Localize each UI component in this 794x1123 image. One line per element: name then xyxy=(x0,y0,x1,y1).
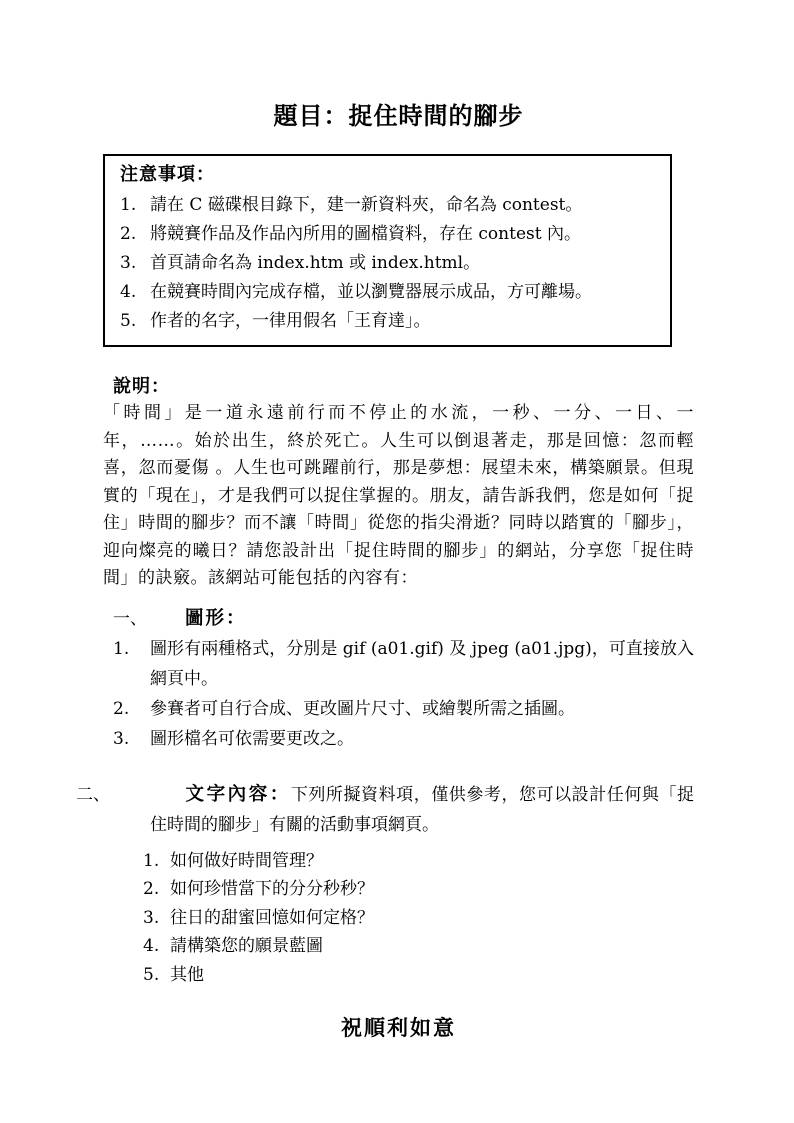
page-title: 題目：捉住時間的腳步 xyxy=(273,101,524,130)
item-number: 5. xyxy=(120,311,137,331)
item-text: 請在 C 磁碟根目錄下，建一新資料夾，命名為 contest。 xyxy=(150,195,583,215)
description-body: 「時間」是一道永遠前行而不停止的水流，一秒、一分、一日、一年，……。始於出生，終於死亡。人生可以倒退著走，那是回憶：忽而輕喜，忽而憂傷 。人生也可跳躍前行，那是夢想：展望未來，構築願景。但現實的「現在」，才是我們可以捉住掌握的。朋友，請告訴我們，您是如何「捉住」時間的腳步？而不讓「時間」從您的指尖滑逝？同時以踏實的「腳步」，迎向燦亮的曦日？請您設計出「捉住時間的腳步」的網站，分享您「捉住時間」的訣竅。該網站可能包括的內容有： xyxy=(103,403,694,588)
section-graphics-heading xyxy=(103,604,694,634)
item-text: 在競賽時間內完成存檔，並以瀏覽器展示成品，方可離場。 xyxy=(150,282,592,302)
text-content-list xyxy=(103,847,694,990)
list-item xyxy=(103,932,694,961)
section-number: 一、 xyxy=(113,608,147,629)
item-text: 將競賽作品及作品內所用的圖檔資料，存在 contest 內。 xyxy=(150,224,581,244)
item-number: 2. xyxy=(143,879,160,899)
item-text: 圖形檔名可依需要更改之。 xyxy=(150,728,354,749)
item-text: 如何做好時間管理？ xyxy=(170,850,323,871)
item-number: 1. xyxy=(113,638,130,659)
list-item xyxy=(103,961,694,990)
list-item xyxy=(120,307,656,336)
list-item xyxy=(103,634,694,694)
item-number: 4. xyxy=(120,282,137,302)
item-text: 圖形有兩種格式，分別是 gif (a01.gif) 及 jpeg (a01.jpg)，可直接放入網頁中。 xyxy=(150,638,694,689)
notice-box xyxy=(103,154,672,347)
list-item xyxy=(120,249,656,278)
graphics-list xyxy=(103,634,694,754)
item-number: 5. xyxy=(143,964,160,985)
item-text: 參賽者可自行合成、更改圖片尺寸、或繪製所需之插圖。 xyxy=(150,698,575,719)
list-item xyxy=(103,694,694,724)
section-number: 二、 xyxy=(76,784,110,805)
list-item xyxy=(103,847,694,876)
section-title: 圖形： xyxy=(185,607,247,629)
list-item xyxy=(103,904,694,933)
section-title: 文字內容： xyxy=(185,783,291,805)
item-text: 作者的名字，一律用假名「王育達」。 xyxy=(150,311,431,331)
item-text: 往日的甜蜜回憶如何定格？ xyxy=(170,907,374,928)
closing-blessing: 祝順利如意 xyxy=(341,1015,456,1040)
item-text: 請構築您的願景藍圖 xyxy=(170,936,323,956)
section-intro: 下列所擬資料項，僅供參考，您可以設計任何與「捉住時間的腳步」有關的活動事項網頁。 xyxy=(150,784,694,835)
description-heading: 說明： xyxy=(113,376,170,397)
list-item xyxy=(120,191,656,220)
item-text: 首頁請命名為 index.htm 或 index.html。 xyxy=(150,253,481,273)
item-text: 如何珍惜當下的分分秒秒？ xyxy=(170,879,374,899)
list-item xyxy=(120,278,656,307)
list-item xyxy=(103,875,694,904)
item-number: 1. xyxy=(143,850,160,871)
item-number: 3. xyxy=(120,253,137,273)
item-number: 4. xyxy=(143,936,160,956)
list-item xyxy=(120,220,656,249)
list-item xyxy=(103,724,694,754)
item-number: 3. xyxy=(113,728,130,749)
notice-list xyxy=(120,191,656,336)
item-number: 2. xyxy=(120,224,137,244)
section-text-heading xyxy=(76,780,694,840)
item-text: 其他 xyxy=(170,964,204,985)
item-number: 2. xyxy=(113,698,130,719)
item-number: 1. xyxy=(120,195,137,215)
notice-heading: 注意事項： xyxy=(120,164,215,185)
item-number: 3. xyxy=(143,907,160,928)
